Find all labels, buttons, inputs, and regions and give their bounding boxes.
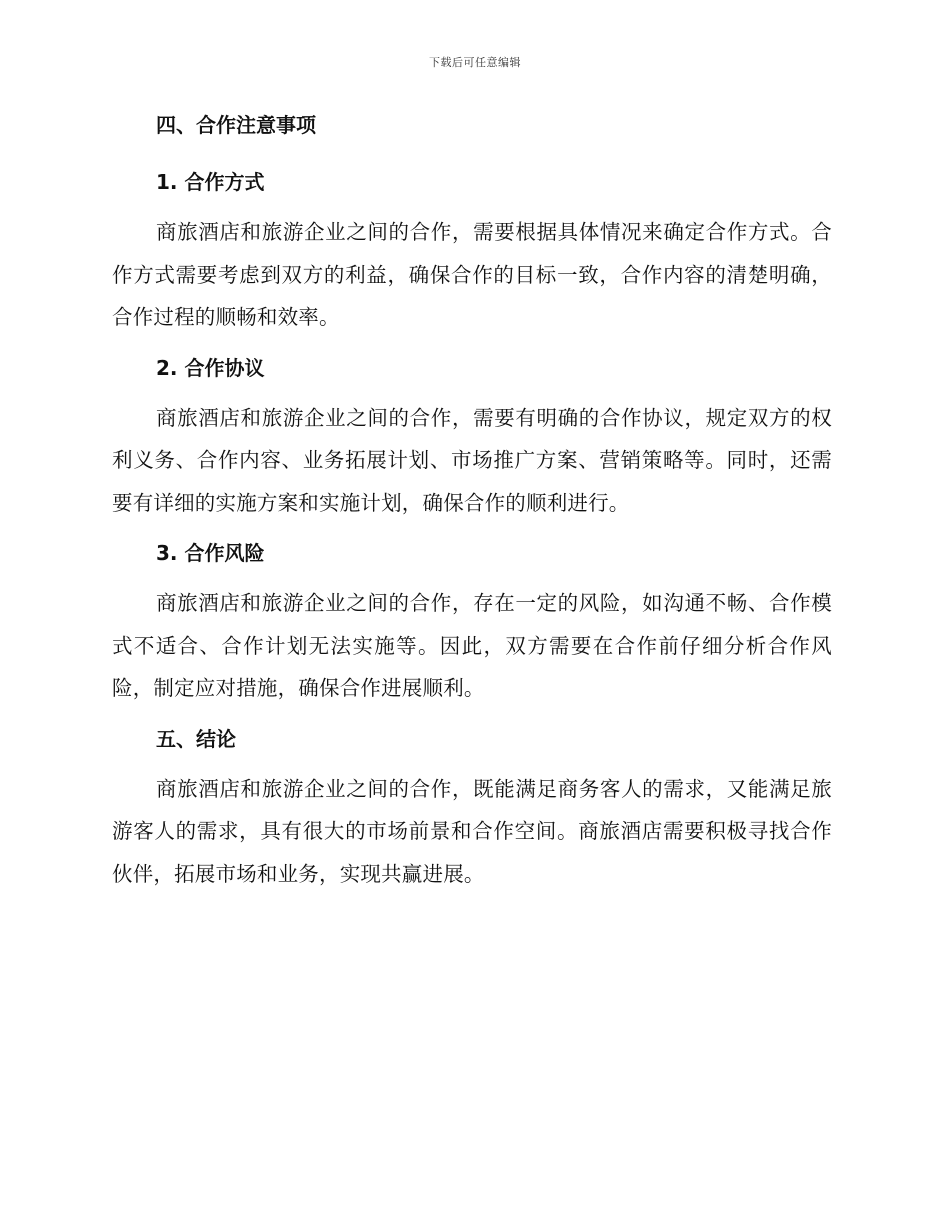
paragraph-cooperation-method: 商旅酒店和旅游企业之间的合作，需要根据具体情况来确定合作方式。合作方式需要考虑到双方的利益，确保合作的目标一致，合作内容的清楚明确，合作过程的顺畅和效率。	[112, 220, 832, 329]
paragraph-conclusion: 商旅酒店和旅游企业之间的合作，既能满足商务客人的需求，又能满足旅游客人的需求，具有很大的市场前景和合作空间。商旅酒店需要积极寻找合作伙伴，拓展市场和业务，实现共赢进展。	[112, 776, 832, 886]
section-heading-4: 四、合作注意事项	[156, 113, 316, 137]
subsection-heading-cooperation-risk: 3. 合作风险	[156, 541, 265, 565]
paragraph-cooperation-risk: 商旅酒店和旅游企业之间的合作，存在一定的风险，如沟通不畅、合作模式不适合、合作计划无法实施等。因此，双方需要在合作前仔细分析合作风险，制定应对措施，确保合作进展顺利。	[112, 591, 832, 700]
page-header: 下载后可任意编辑	[429, 56, 521, 69]
document-body	[112, 109, 832, 895]
paragraph-cooperation-agreement: 商旅酒店和旅游企业之间的合作，需要有明确的合作协议，规定双方的权利义务、合作内容、业务拓展计划、市场推广方案、营销策略等。同时，还需要有详细的实施方案和实施计划，确保合作的顺利进行。	[112, 405, 832, 515]
subsection-heading-cooperation-agreement: 2. 合作协议	[156, 355, 265, 380]
subsection-heading-cooperation-method: 1. 合作方式	[156, 170, 265, 194]
section-heading-5: 五、结论	[156, 726, 236, 751]
